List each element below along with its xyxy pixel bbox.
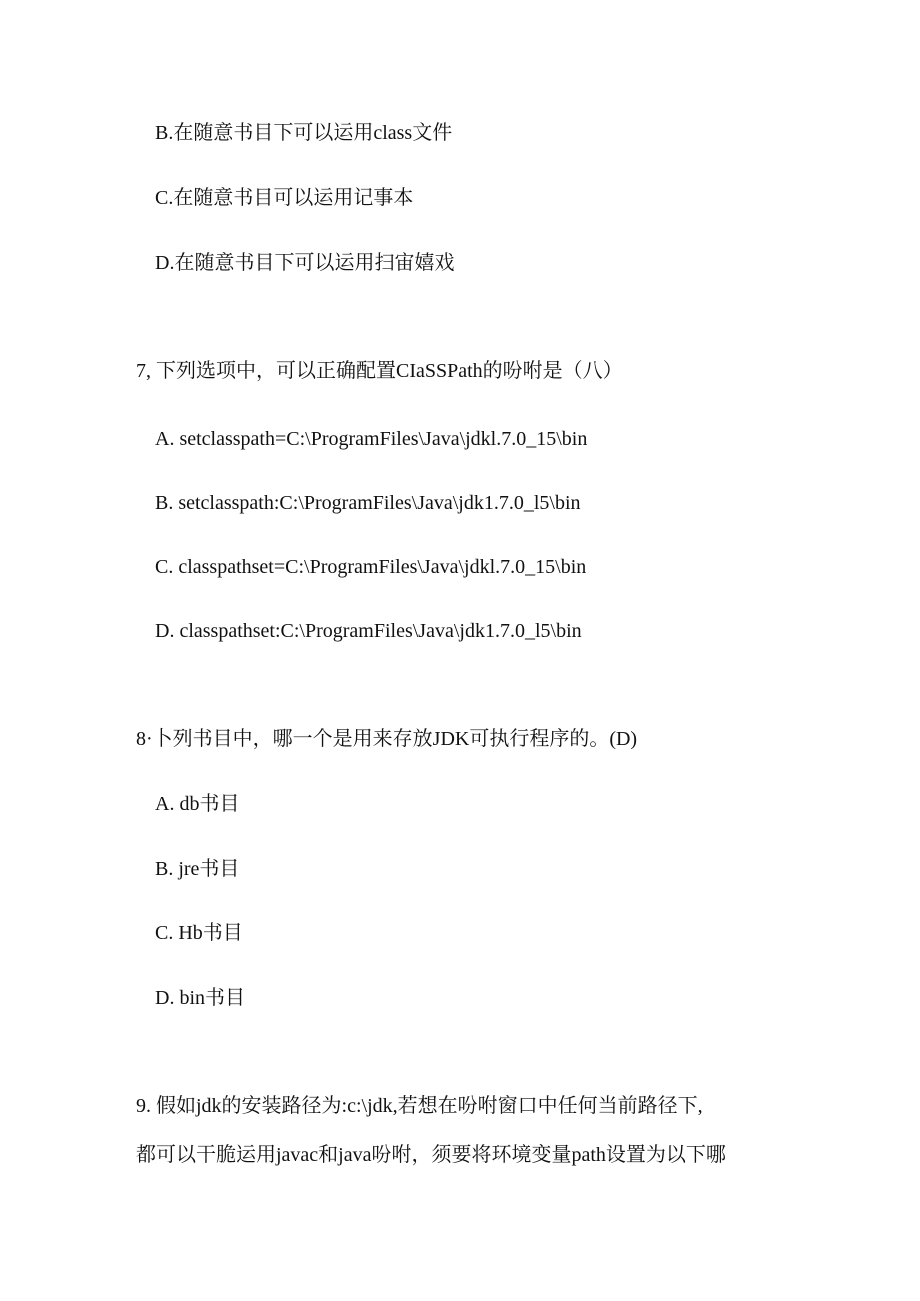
q7-option-d: D. classpathset:C:\ProgramFiles\Java\jdk1.7.0_l5\bin	[155, 620, 582, 642]
option-b-prev: B.在随意书目下可以运用class文件	[155, 122, 453, 144]
q7-option-a: A. setclasspath=C:\ProgramFiles\Java\jdkl.7.0_15\bin	[155, 428, 588, 450]
question-9-stem-line-1: 9. 假如jdk的安装路径为:c:\jdk,若想在吩咐窗口中任何当前路径下,	[136, 1095, 703, 1117]
q8-option-b: B. jre书目	[155, 858, 240, 880]
question-9-stem-line-2: 都可以干脆运用javac和java吩咐，须要将环境变量path设置为以下哪	[136, 1144, 726, 1166]
q8-option-c: C. Hb书目	[155, 922, 243, 944]
q8-option-a: A. db书目	[155, 793, 240, 815]
question-8-stem: 8·卜列书目中，哪一个是用来存放JDK可执行程序的。(D)	[136, 728, 638, 750]
q7-option-c: C. classpathset=C:\ProgramFiles\Java\jdkl.7.0_15\bin	[155, 556, 587, 578]
option-c-prev: C.在随意书目可以运用记事本	[155, 187, 414, 209]
q8-option-d: D. bin书目	[155, 987, 245, 1009]
option-d-prev: D.在随意书目下可以运用扫宙嬉戏	[155, 252, 455, 274]
question-7-stem: 7, 下列选项中，可以正确配置CIaSSPath的吩咐是（八）	[136, 360, 623, 382]
q7-option-b: B. setclasspath:C:\ProgramFiles\Java\jdk1.7.0_l5\bin	[155, 492, 581, 514]
